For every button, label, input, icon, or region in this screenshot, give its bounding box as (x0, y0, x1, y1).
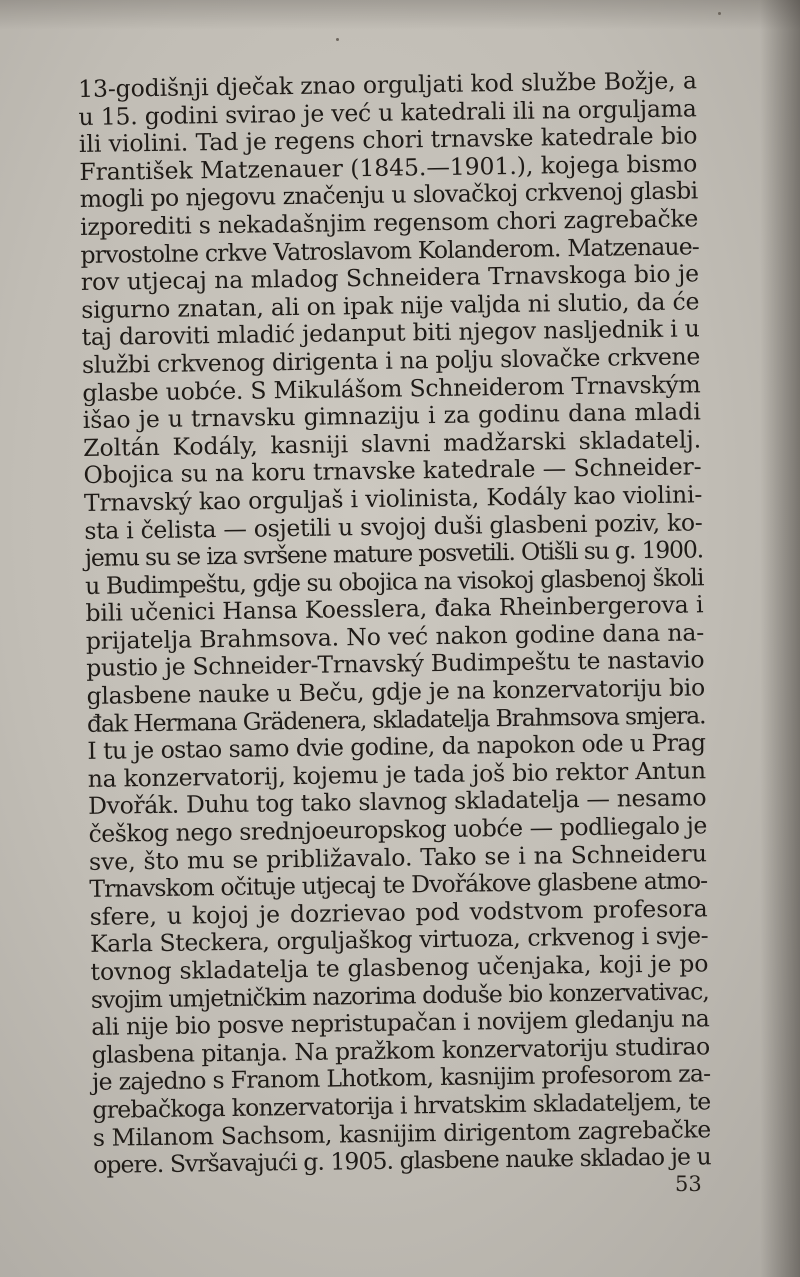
text-line: František Matzenauer (1845.—1901.), kojega bismo (79, 149, 698, 186)
text-line: na konzervatorij, kojemu je tada još bio rektor Antun (87, 756, 706, 793)
text-line: taj daroviti mladić jedanput biti njegov nasljednik i u (81, 314, 700, 352)
page-number: 53 (675, 1172, 702, 1196)
text-line: ali nije bio posve nepristupačan i novijem gledanju na (91, 1004, 710, 1042)
text-line: išao je u trnavsku gimnaziju i za godinu dana mladi (82, 397, 701, 435)
text-line: grebačkoga konzervatorija i hrvatskim skladateljem, te (92, 1087, 711, 1124)
text-line: jemu su se iza svršene mature posvetili. Otišli su g. 1900. (84, 535, 704, 573)
text-line: glasbe uobće. S Mikulášom Schneiderom Trnavským (82, 369, 701, 407)
text-line: Karla Steckera, orguljaškog virtuoza, crkvenog i svje- (89, 921, 709, 959)
text-line: opere. Svršavajući g. 1905. glasbene nauke skladao je u (93, 1142, 711, 1180)
text-line: glasbene nauke u Beču, gdje je na konzervatoriju bio (86, 673, 706, 711)
text-line: I tu je ostao samo dvie godine, da napokon ode u Prag (87, 728, 706, 766)
text-line: sve, što mu se približavalo. Tako se i na Schneideru (88, 838, 708, 876)
text-line: izporediti s nekadašnjim regensom chori zagrebačke (79, 204, 699, 241)
text-line: glasbena pitanja. Na pražkom konzervatoriju studirao (91, 1032, 710, 1069)
text-line: u 15. godini svirao je već u katedrali ili na orguljama (78, 93, 697, 131)
text-line: 13-godišnji dječak znao orguljati kod službe Božje, a (77, 66, 697, 103)
text-line: pustio je Schneider-Trnavský Budimpeštu te nastavio (86, 645, 705, 683)
text-line: đak Hermana Grädenera, skladatelja Brahmsova smjera. (86, 700, 706, 738)
text-line: Trnavský kao orguljaš i violinista, Kodály kao violini- (83, 480, 703, 517)
text-line: rov utjecaj na mladog Schneidera Trnavskoga bio je (80, 259, 700, 297)
text-line: Trnavskom očituje utjecaj te Dvořákove glasbene atmo- (89, 866, 708, 904)
page-edge-shadow (760, 0, 800, 1277)
text-line: sfere, u kojoj je dozrievao pod vodstvom profesora (89, 894, 708, 931)
text-line: svojim umjetničkim nazorima doduše bio konzervativac, (90, 976, 710, 1014)
text-line: je zajedno s Franom Lhotkom, kasnijim profesorom za- (91, 1059, 711, 1097)
text-line: Dvořák. Duhu tog tako slavnog skladatelja — nesamo (88, 783, 707, 821)
text-line: službi crkvenog dirigenta i na polju slovačke crkvene (81, 342, 701, 379)
text-line: prijatelja Brahmsova. No već nakon godine dana na- (85, 618, 705, 655)
text-line: mogli po njegovu značenju u slovačkoj crkvenoj glasbi (79, 176, 698, 214)
text-line: u Budimpeštu, gdje su obojica na visokoj glasbenoj školi (84, 563, 704, 600)
text-line: Zoltán Kodály, kasniji slavni madžarski skladatelj. (82, 425, 702, 462)
page-top-shadow (0, 0, 800, 30)
text-line: Obojica su na koru trnavske katedrale — Schneider- (83, 452, 702, 490)
text-line: češkog nego srednjoeuropskog uobće — podliegalo je (88, 811, 708, 848)
text-line: sigurno znatan, ali on ipak nije valjda ni slutio, da će (81, 287, 700, 324)
paper-speck (336, 38, 339, 41)
body-text (78, 67, 733, 1180)
text-line: prvostolne crkve Vatroslavom Kolanderom. Matzenaue- (80, 231, 700, 269)
text-line: tovnog skladatelja te glasbenog učenjaka, koji je po (90, 949, 709, 986)
text-line: sta i čelista — osjetili u svojoj duši glasbeni poziv, ko- (84, 507, 703, 545)
text-line: ili violini. Tad je regens chori trnavske katedrale bio (78, 121, 698, 159)
text-line: s Milanom Sachsom, kasnijim dirigentom zagrebačke (92, 1114, 711, 1152)
text-line: bili učenici Hansa Koesslera, đaka Rheinbergerova i (85, 590, 704, 628)
paper-speck (718, 12, 721, 15)
